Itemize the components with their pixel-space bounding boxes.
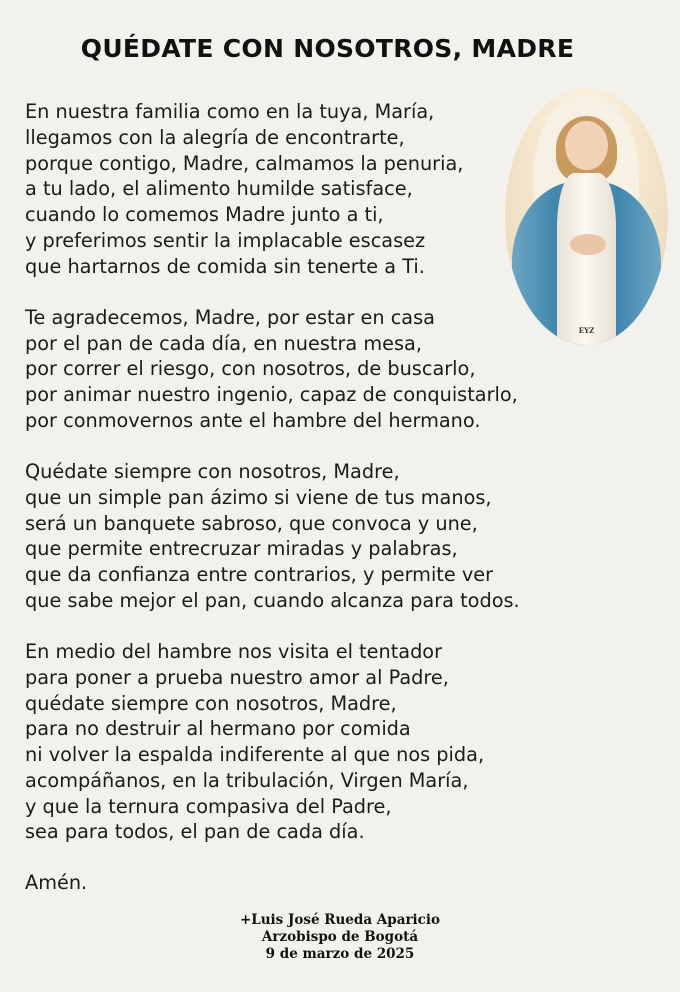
signature-name: +Luis José Rueda Aparicio <box>239 912 441 928</box>
stanza <box>25 305 585 434</box>
stanza <box>25 459 585 614</box>
poem-line: que da confianza entre contrarios, y permite ver <box>25 563 494 587</box>
poem-line: y preferimos sentir la implacable escasez <box>25 228 426 252</box>
poem-line: llegamos con la alegría de encontrarte, <box>25 125 405 149</box>
signature-role: Arzobispo de Bogotá <box>261 929 419 945</box>
poem-line: Te agradecemos, Madre, por estar en casa <box>25 305 435 329</box>
page-title: QUÉDATE CON NOSOTROS, MADRE <box>80 34 575 63</box>
poem-line: por animar nuestro ingenio, capaz de conquistarlo, <box>25 383 518 407</box>
poem-line: por el pan de cada día, en nuestra mesa, <box>25 331 422 355</box>
watermark: EYZ <box>578 325 595 335</box>
poem-line: será un banquete sabroso, que convoca y une, <box>25 511 478 535</box>
poem-line: que sabe mejor el pan, cuando alcanza para todos. <box>25 588 520 612</box>
poem-line: que permite entrecruzar miradas y palabras, <box>25 537 458 561</box>
poem-line: acompáñanos, en la tribulación, Virgen María, <box>25 768 469 792</box>
poem-line: cuando lo comemos Madre junto a ti, <box>25 203 384 227</box>
poem-line: por conmovernos ante el hambre del hermano. <box>25 408 481 432</box>
stanza <box>25 639 585 845</box>
poem-line: a tu lado, el alimento humilde satisface, <box>25 177 413 201</box>
signature-date: 9 de marzo de 2025 <box>265 946 415 962</box>
poem-line: En medio del hambre nos visita el tentador <box>25 639 443 663</box>
poem-line: sea para todos, el pan de cada día. <box>25 820 365 844</box>
stanza <box>25 870 585 896</box>
poem-line: En nuestra familia como en la tuya, María, <box>25 100 435 123</box>
poem-line: que un simple pan ázimo si viene de tus manos, <box>25 485 492 509</box>
stanza <box>25 99 585 280</box>
poem-line: que hartarnos de comida sin tenerte a Ti. <box>25 254 425 278</box>
poem-line: ni volver la espalda indiferente al que nos pida, <box>25 743 485 767</box>
poem-line: para no destruir al hermano por comida <box>25 717 411 741</box>
poem-line: Quédate siempre con nosotros, Madre, <box>25 459 400 483</box>
signature-block <box>0 912 680 963</box>
poem-line: y que la ternura compasiva del Padre, <box>25 794 392 818</box>
poem-line: quédate siempre con nosotros, Madre, <box>25 691 397 715</box>
poem-line: por correr el riesgo, con nosotros, de buscarlo, <box>25 357 476 381</box>
poem-line: porque contigo, Madre, calmamos la penuria, <box>25 151 464 175</box>
poem-line: para poner a prueba nuestro amor al Padre, <box>25 665 449 689</box>
poem-body <box>25 99 585 921</box>
poem-line: Amén. <box>25 871 88 895</box>
